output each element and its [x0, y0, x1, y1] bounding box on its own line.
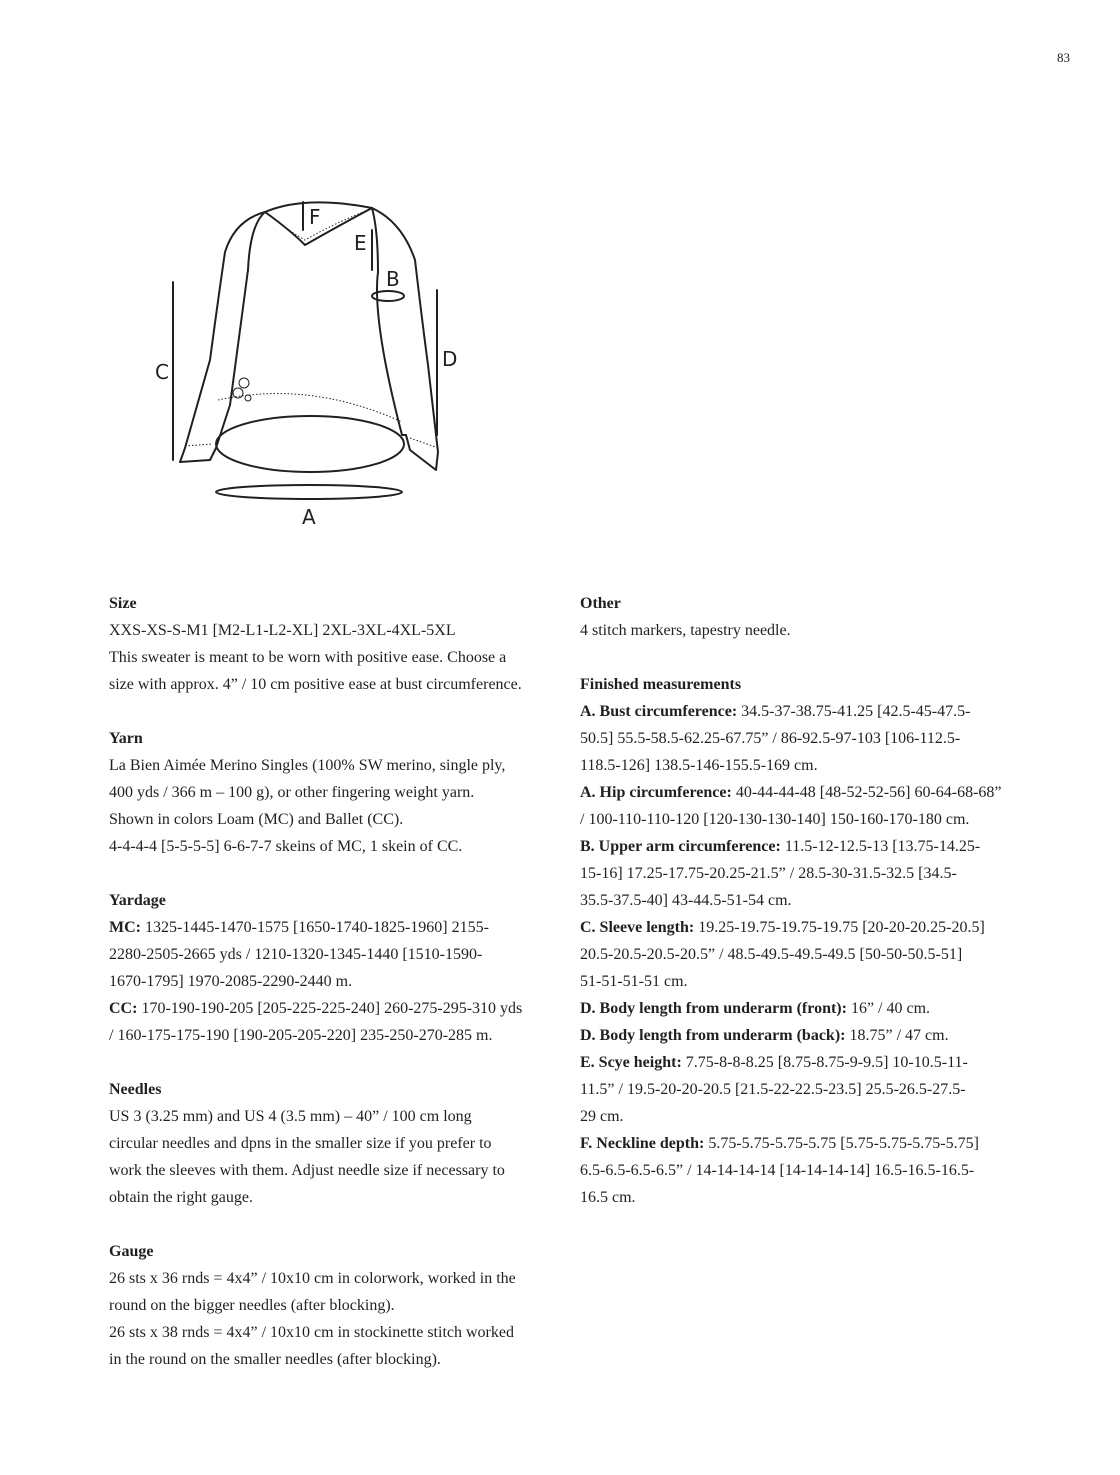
measure-d-back: [580, 1022, 1020, 1049]
other-heading: Other: [580, 595, 621, 612]
body-hem: [216, 416, 404, 472]
yarn-line: Shown in colors Loam (MC) and Ballet (CC).: [109, 811, 404, 828]
page-number: 83: [1057, 50, 1070, 65]
measure-label: A. Hip circumference:: [580, 784, 732, 801]
yardage-mc-line: 1670-1795] 1970-2085-2290-2440 m.: [109, 973, 353, 990]
label-e: E: [354, 231, 367, 255]
cuff-ribbing-right: [410, 438, 438, 448]
label-f: F: [309, 205, 321, 229]
measure-line: 29 cm.: [580, 1108, 624, 1125]
needles-section: [109, 1076, 549, 1211]
yardage-cc-line: [109, 995, 549, 1022]
mc-value: 1325-1445-1470-1575 [1650-1740-1825-1960] 2155-: [140, 919, 489, 936]
yarn-heading: Yarn: [109, 730, 143, 747]
measure-a-hip: [580, 779, 1020, 806]
right-column: [580, 590, 1020, 1238]
other-line: 4 stitch markers, tapestry needle.: [580, 622, 791, 639]
label-a: A: [302, 505, 316, 529]
gauge-line: 26 sts x 36 rnds = 4x4” / 10x10 cm in colorwork, worked in the: [109, 1270, 516, 1287]
yarn-section: [109, 725, 549, 860]
measure-value: 18.75” / 47 cm.: [845, 1027, 949, 1044]
cuff-ribbing-left: [185, 444, 212, 446]
measure-value: 16” / 40 cm.: [846, 1000, 931, 1017]
colorwork-motif: [233, 378, 251, 401]
measure-line: 118.5-126] 138.5-146-155.5-169 cm.: [580, 757, 818, 774]
yarn-line: 400 yds / 366 m – 100 g), or other fingering weight yarn.: [109, 784, 475, 801]
measure-label: D. Body length from underarm (front):: [580, 1000, 847, 1017]
left-column: [109, 590, 549, 1400]
needles-heading: Needles: [109, 1081, 162, 1098]
needles-line: work the sleeves with them. Adjust needle size if necessary to: [109, 1162, 505, 1179]
cc-label: CC:: [109, 1000, 138, 1017]
measure-line: 35.5-37.5-40] 43-44.5-51-54 cm.: [580, 892, 792, 909]
measure-value: 19.25-19.75-19.75-19.75 [20-20-20.25-20.5]: [694, 919, 985, 936]
size-line: XXS-XS-S-M1 [M2-L1-L2-XL] 2XL-3XL-4XL-5XL: [109, 622, 456, 639]
measure-value: 7.75-8-8-8.25 [8.75-8.75-9-9.5] 10-10.5-11-: [681, 1054, 968, 1071]
measure-f-neckline: [580, 1130, 1020, 1157]
left-shoulder-sleeve-outline: [180, 212, 265, 462]
measure-line: 16.5 cm.: [580, 1189, 636, 1206]
measure-line: 51-51-51-51 cm.: [580, 973, 688, 990]
colorwork-band: [218, 394, 402, 422]
sweater-schematic-drawing: [140, 190, 480, 540]
label-c: C: [155, 360, 169, 384]
gauge-section: [109, 1238, 549, 1373]
gauge-line: in the round on the smaller needles (after blocking).: [109, 1351, 441, 1368]
size-heading: Size: [109, 595, 137, 612]
measure-line: 6.5-6.5-6.5-6.5” / 14-14-14-14 [14-14-14-14] 16.5-16.5-16.5-: [580, 1162, 975, 1179]
yardage-mc-line: [109, 914, 549, 941]
measure-a-bust: [580, 698, 1020, 725]
cc-value: 170-190-190-205 [205-225-225-240] 260-275-295-310 yds: [137, 1000, 523, 1017]
measure-d-front: [580, 995, 1020, 1022]
needles-line: obtain the right gauge.: [109, 1189, 253, 1206]
left-raglan-line: [248, 212, 265, 270]
yardage-mc-line: 2280-2505-2665 yds / 1210-1320-1345-1440 [1510-1590-: [109, 946, 483, 963]
measure-value: 5.75-5.75-5.75-5.75 [5.75-5.75-5.75-5.75]: [704, 1135, 979, 1152]
yardage-section: [109, 887, 549, 1049]
size-line: size with approx. 4” / 10 cm positive ease at bust circumference.: [109, 676, 522, 693]
label-b: B: [386, 267, 400, 291]
measure-label: E. Scye height:: [580, 1054, 682, 1071]
size-line: This sweater is meant to be worn with positive ease. Choose a: [109, 649, 507, 666]
finished-measurements-section: [580, 671, 1020, 1211]
left-underarm-line: [216, 270, 248, 448]
measure-e-scye: [580, 1049, 1020, 1076]
gauge-line: round on the bigger needles (after blocking).: [109, 1297, 395, 1314]
measure-line: 15-16] 17.25-17.75-20.25-21.5” / 28.5-30-31.5-32.5 [34.5-: [580, 865, 957, 882]
measure-label: F. Neckline depth:: [580, 1135, 705, 1152]
measure-label: C. Sleeve length:: [580, 919, 695, 936]
measure-value: 34.5-37-38.75-41.25 [42.5-45-47.5-: [737, 703, 971, 720]
yardage-cc-line: / 160-175-175-190 [190-205-205-220] 235-250-270-285 m.: [109, 1027, 493, 1044]
measure-line: 11.5” / 19.5-20-20-20.5 [21.5-22-22.5-23.5] 25.5-26.5-27.5-: [580, 1081, 966, 1098]
sweater-schematic: [140, 190, 480, 540]
measure-label: B. Upper arm circumference:: [580, 838, 781, 855]
other-section: [580, 590, 1020, 644]
right-underarm-line: [377, 272, 406, 435]
bust-measure-ellipse: [216, 485, 402, 499]
measure-value: 11.5-12-12.5-13 [13.75-14.25-: [780, 838, 981, 855]
measure-line: / 100-110-110-120 [120-130-130-140] 150-160-170-180 cm.: [580, 811, 970, 828]
measure-c-sleeve: [580, 914, 1020, 941]
size-section: [109, 590, 549, 698]
measure-value: 40-44-44-48 [48-52-52-56] 60-64-68-68”: [731, 784, 1002, 801]
mc-label: MC:: [109, 919, 141, 936]
measure-label: D. Body length from underarm (back):: [580, 1027, 846, 1044]
gauge-line: 26 sts x 38 rnds = 4x4” / 10x10 cm in stockinette stitch worked: [109, 1324, 514, 1341]
needles-line: circular needles and dpns in the smaller size if you prefer to: [109, 1135, 492, 1152]
yardage-heading: Yardage: [109, 892, 166, 909]
finished-heading: Finished measurements: [580, 676, 742, 693]
measure-line: 50.5] 55.5-58.5-62.25-67.75” / 86-92.5-97-103 [106-112.5-: [580, 730, 961, 747]
yarn-line: La Bien Aimée Merino Singles (100% SW merino, single ply,: [109, 757, 506, 774]
measure-label: A. Bust circumference:: [580, 703, 738, 720]
gauge-heading: Gauge: [109, 1243, 154, 1260]
yarn-line: 4-4-4-4 [5-5-5-5] 6-6-7-7 skeins of MC, 1 skein of CC.: [109, 838, 463, 855]
measure-line: 20.5-20.5-20.5-20.5” / 48.5-49.5-49.5-49.5 [50-50-50.5-51]: [580, 946, 963, 963]
measure-b-upper-arm: [580, 833, 1020, 860]
needles-line: US 3 (3.25 mm) and US 4 (3.5 mm) – 40” / 100 cm long: [109, 1108, 472, 1125]
label-d: D: [442, 347, 458, 371]
